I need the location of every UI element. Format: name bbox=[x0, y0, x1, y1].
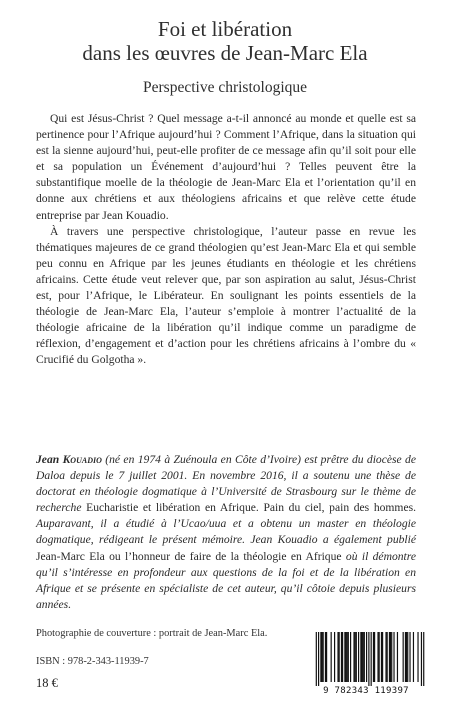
book-title-line2: dans les œuvres de Jean-Marc Ela bbox=[82, 41, 368, 65]
barcode-bar bbox=[348, 632, 349, 682]
barcode-bar bbox=[406, 632, 407, 682]
barcode-bar bbox=[353, 632, 354, 682]
barcode-bar bbox=[321, 632, 322, 682]
barcode-bar bbox=[341, 632, 342, 682]
barcode-bar bbox=[381, 632, 382, 682]
bio-text-3: où il démontre qu’il s’intéresse en profondeur aux questions de la foi et de la libération en Afrique et se présente en spécialiste de cet auteur, qu’il côtoie depuis plusieurs années. bbox=[36, 549, 416, 611]
barcode-bar bbox=[391, 632, 392, 682]
barcode-bar bbox=[345, 632, 346, 682]
summary-paragraph-2: À travers une perspective christologique, l’auteur passe en revue les thématiques majeures de ce grand théologien qu’est Jean-Marc Ela et qui semble peu connu en Afrique par les jeunes étudiants en théologie et les chrétiens africains. Cette étude veut relever que, par son aspiration au salut, Jésus-Christ est, pour l’Afrique, le Libérateur. En soulignant les points essentiels de la théologie de Jean-Marc Ela, l’auteur s’emploie à montrer l’actualité de la théologie africaine de la libération qu’il indique comme un paradigme de réflexion, d’engagement et d’action pour les chrétiens africains à l’ombre du « Crucifié du Golgotha ». bbox=[36, 224, 416, 367]
barcode-bar bbox=[393, 632, 394, 682]
barcode-digits: 9 782343 119397 bbox=[323, 686, 409, 696]
barcode-bars bbox=[306, 630, 426, 686]
barcode-bar bbox=[326, 632, 327, 682]
barcode-bar bbox=[361, 632, 362, 682]
summary-block bbox=[36, 111, 416, 369]
barcode-bar bbox=[405, 632, 406, 682]
barcode-bar bbox=[373, 632, 374, 682]
author-first-name: Jean bbox=[36, 453, 63, 466]
author-last-name: Kouadio bbox=[62, 453, 102, 466]
author-bio bbox=[36, 452, 416, 613]
barcode-bar bbox=[360, 632, 361, 682]
barcode-bar bbox=[356, 632, 357, 682]
barcode-bar bbox=[325, 632, 326, 682]
barcode-bar bbox=[342, 632, 343, 682]
summary-paragraph-1: Qui est Jésus-Christ ? Quel message a-t-il annoncé au monde et quelle est sa pertinence pour l’Afrique aujourd’hui ? Comment l’Afrique, dans la situation qui est la sienne aujourd’hui, peut-elle profiter de ce message afin qu’il soit pour elle et sa population un Événement d’aujourd’hui ? Telles peuvent être la substantifique moelle de la théologie de Jean-Marc Ela et l’orientation qu’il en donne aux chrétiens et aux théologiens africains et que relève cette étude entreprise par Jean Kouadio. bbox=[36, 112, 416, 222]
barcode-bar bbox=[387, 632, 388, 682]
barcode-bar bbox=[347, 632, 348, 682]
barcode bbox=[306, 630, 426, 698]
barcode-bar bbox=[374, 632, 375, 682]
barcode-bar bbox=[358, 632, 359, 682]
barcode-bar bbox=[413, 632, 414, 682]
barcode-bar bbox=[382, 632, 383, 682]
barcode-bar bbox=[320, 632, 321, 682]
barcode-bar bbox=[417, 632, 418, 682]
barcode-bar bbox=[364, 632, 365, 682]
barcode-bar bbox=[423, 632, 424, 686]
barcode-bar bbox=[397, 632, 398, 682]
barcode-bar bbox=[385, 632, 386, 682]
barcode-bar bbox=[363, 632, 364, 682]
barcode-bar bbox=[379, 632, 380, 682]
barcode-bar bbox=[350, 632, 351, 682]
barcode-bar bbox=[323, 632, 324, 682]
barcode-bar bbox=[389, 632, 390, 682]
price: 18 € bbox=[36, 676, 58, 690]
barcode-bar bbox=[331, 632, 332, 682]
barcode-bar bbox=[318, 632, 319, 686]
barcode-bar bbox=[366, 632, 367, 682]
barcode-bar bbox=[337, 632, 338, 682]
barcode-bar bbox=[316, 632, 317, 686]
book-subtitle: Perspective christologique bbox=[143, 79, 307, 96]
book-title-line1: Foi et libération bbox=[157, 17, 293, 41]
bio-text-1: (né en 1974 à Zuénoula en Côte d’Ivoire) est prêtre du diocèse de Daloa depuis le 7 juillet 2001. En novembre 2016, il a soutenu une thèse de doctorat en théologie dogmatique à l’Université de Strasbourg sur le thème de recherche bbox=[36, 453, 417, 515]
barcode-bar bbox=[344, 632, 345, 682]
barcode-bar bbox=[368, 632, 369, 686]
barcode-bar bbox=[409, 632, 410, 682]
barcode-bar bbox=[334, 632, 335, 682]
barcode-bar bbox=[377, 632, 378, 682]
barcode-bar bbox=[339, 632, 340, 682]
barcode-bar bbox=[355, 632, 356, 682]
barcode-bar bbox=[421, 632, 422, 686]
bio-work-title-1: Eucharistie et libération en Afrique. Pain du ciel, pain des hommes. bbox=[86, 501, 417, 515]
bio-work-title-2: Jean-Marc Ela ou l’honneur de faire de la théologie en Afrique bbox=[36, 549, 342, 563]
photo-credit: Photographie de couverture : portrait de Jean-Marc Ela. bbox=[36, 628, 268, 639]
barcode-bar bbox=[371, 632, 372, 686]
isbn: ISBN : 978-2-343-11939-7 bbox=[36, 656, 149, 667]
barcode-bar bbox=[403, 632, 404, 682]
barcode-bar bbox=[390, 632, 391, 682]
barcode-bar bbox=[407, 632, 408, 682]
bio-text-2: Auparavant, il a étudié à l’Ucao/uua et a obtenu un master en théologie dogmatique, rédigeant le présent mémoire. Jean Kouadio a également publié bbox=[36, 517, 416, 547]
